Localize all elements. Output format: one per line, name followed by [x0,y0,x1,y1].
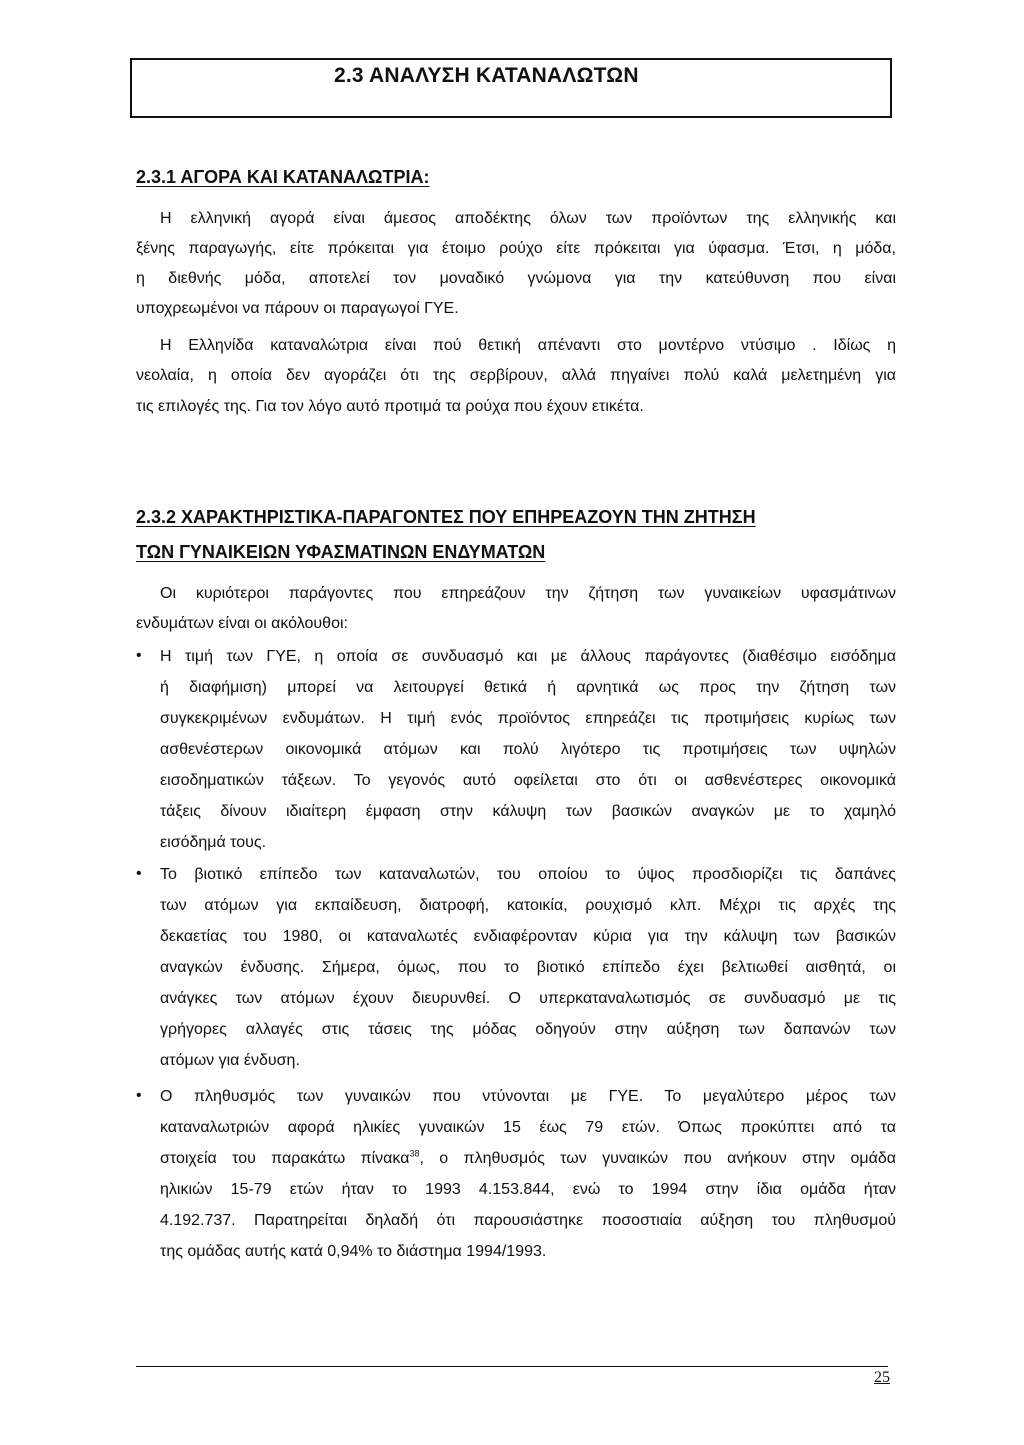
list-item-text: , ο πληθυσμός των γυναικών που ανήκουν στην ομάδα [419,1150,896,1167]
list-item-line: Το βιοτικό επίπεδο των καταναλωτών, του οποίου το ύψος προσδιορίζει τις δαπάνες [160,866,896,883]
list-item-text: στοιχεία του παρακάτω πίνακα [160,1150,410,1167]
list-item-line: 4.192.737. Παρατηρείται δηλαδή ότι παρουσιάστηκε ποσοστιαία αύξηση του πληθυσμού [160,1212,896,1229]
list-item-line: της ομάδας αυτής κατά 0,94% το διάστημα 1994/1993. [160,1243,547,1260]
paragraph-line: Η ελληνική αγορά είναι άμεσος αποδέκτης όλων των προϊόντων της ελληνικής και [160,210,896,227]
paragraph-line: τις επιλογές της. Για τον λόγο αυτό προτιμά τα ρούχα που έχουν ετικέτα. [136,398,644,415]
paragraph-line: ενδυμάτων είναι οι ακόλουθοι: [136,615,348,632]
list-item-line: ή διαφήμιση) μπορεί να λειτουργεί θετικά ή αρνητικά ως προς την ζήτηση των [160,679,896,696]
paragraph-line: ξένης παραγωγής, είτε πρόκειται για έτοιμο ρούχο είτε πρόκειται για ύφασμα. Έτσι, η μόδα, [136,240,896,257]
page-number: 25 [874,1369,890,1386]
paragraph-line: η διεθνής μόδα, αποτελεί τον μοναδικό γνώμονα για την κατεύθυνση που είναι [136,270,896,287]
paragraph-line: νεολαία, η οποία δεν αγοράζει ότι της σερβίρουν, αλλά πηγαίνει πολύ καλά μελετημένη για [136,367,896,384]
list-item-line: Ο πληθυσμός των γυναικών που ντύνονται με ΓΥΕ. Το μεγαλύτερο μέρος των [160,1088,896,1105]
section-title: 2.3 ΑΝΑΛΥΣΗ ΚΑΤΑΝΑΛΩΤΩΝ [334,64,639,87]
bullet-marker: • [136,647,142,664]
bullet-marker: • [136,1087,142,1104]
list-item-line: εισόδημά τους. [160,834,267,851]
list-item-line: ηλικιών 15-79 ετών ήταν το 1993 4.153.844, ενώ το 1994 στην ίδια ομάδα ήταν [160,1181,896,1198]
subsection-heading-2-3-2-line2: ΤΩΝ ΓΥΝΑΙΚΕΙΩΝ ΥΦΑΣΜΑΤΙΝΩΝ ΕΝΔΥΜΑΤΩΝ [136,542,546,562]
list-item-line: εισοδηματικών τάξεων. Το γεγονός αυτό οφείλεται στο ότι οι ασθενέστερες οικονομικά [160,772,896,789]
list-item-line: Η τιμή των ΓΥΕ, η οποία σε συνδυασμό και με άλλους παράγοντες (διαθέσιμο εισόδημα [160,648,896,665]
list-item-line: δεκαετίας του 1980, οι καταναλωτές ενδιαφέρονταν κύρια για την κάλυψη των βασικών [160,928,896,945]
list-item-line: ανάγκες των ατόμων έχουν διευρυνθεί. Ο υπερκαταναλωτισμός σε συνδυασμό με τις [160,990,896,1007]
subsection-heading-2-3-2-line1: 2.3.2 ΧΑΡΑΚΤΗΡΙΣΤΙΚΑ-ΠΑΡΑΓΟΝΤΕΣ ΠΟΥ ΕΠΗΡΕΑΖΟΥΝ ΤΗΝ ΖΗΤΗΣΗ [136,507,756,527]
bullet-marker: • [136,865,142,882]
footer-rule [136,1366,888,1367]
paragraph-line: Οι κυριότεροι παράγοντες που επηρεάζουν την ζήτηση των γυναικείων υφασμάτινων [160,585,896,602]
paragraph-line: υποχρεωμένοι να πάρουν οι παραγωγοί ΓΥΕ. [136,300,459,317]
list-item-line: γρήγορες αλλαγές στις τάσεις της μόδας οδηγούν στην αύξηση των δαπανών των [160,1021,896,1038]
list-item-line: συγκεκριμένων ενδυμάτων. Η τιμή ενός προϊόντος επηρεάζει τις προτιμήσεις κυρίως των [160,710,896,727]
section-title-box [130,58,892,118]
list-item-line: τάξεις δίνουν ιδιαίτερη έμφαση στην κάλυψη των βασικών αναγκών με το χαμηλό [160,803,896,820]
list-item-line: καταναλωτριών αφορά ηλικίες γυναικών 15 έως 79 ετών. Όπως προκύπτει από τα [160,1119,896,1136]
list-item-line [160,1150,896,1168]
paragraph-line: Η Ελληνίδα καταναλώτρια είναι πού θετική απέναντι στο μοντέρνο ντύσιμο . Ιδίως η [160,337,896,354]
list-item-line: των ατόμων για εκπαίδευση, διατροφή, κατοικία, ρουχισμό κλπ. Μέχρι τις αρχές της [160,897,896,914]
subsection-heading-2-3-1: 2.3.1 ΑΓΟΡΑ ΚΑΙ ΚΑΤΑΝΑΛΩΤΡΙΑ: [136,167,430,187]
list-item-line: αναγκών ένδυσης. Σήμερα, όμως, που το βιοτικό επίπεδο έχει βελτιωθεί αισθητά, οι [160,959,896,976]
list-item-line: ασθενέστερων οικονομικά ατόμων και πολύ λιγότερο τις προτιμήσεις των υψηλών [160,741,896,758]
list-item-line: ατόμων για ένδυση. [160,1052,300,1069]
footnote-reference: 38 [409,1148,420,1159]
